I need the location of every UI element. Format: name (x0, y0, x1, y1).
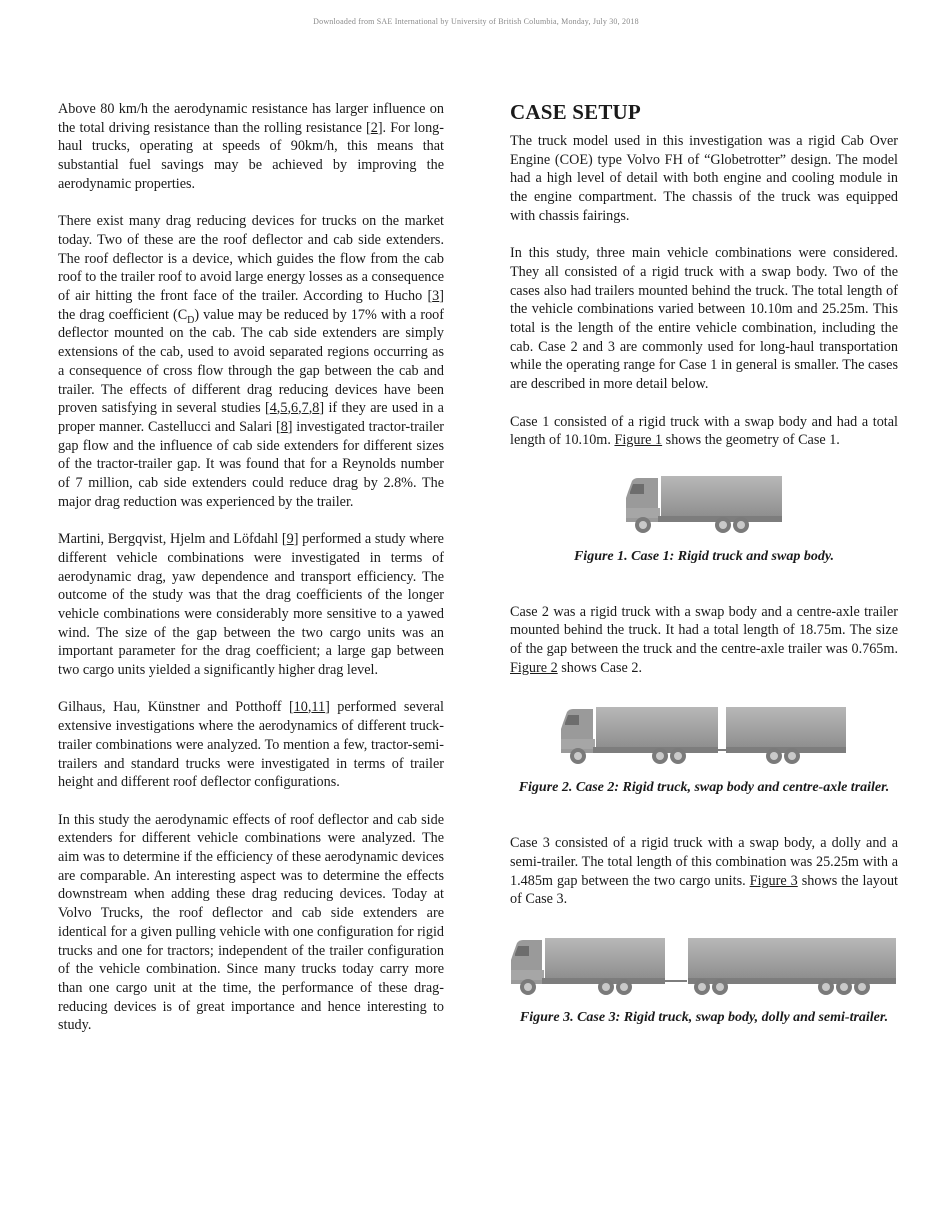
right-column (510, 99, 898, 1046)
paragraph-case-2: Case 2 was a rigid truck with a swap body and a centre-axle trailer mounted behind the truck. It had a total length of 18.75m. The size of the gap between the truck and the centre-axle trailer was 0.765m. Figure 2 shows Case 2. (510, 603, 898, 676)
citation-link[interactable]: 8 (280, 418, 288, 435)
paragraph-truck-model: The truck model used in this investigation was a rigid Cab Over Engine (COE) type Volvo FH of “Globetrotter” design. The model had a high level of detail with both engine and cooling module in the engine compartment. The chassis of the truck was equipped with chassis fairings. (510, 133, 898, 224)
figure-3 (510, 935, 898, 999)
truck-case-3-image (510, 935, 898, 999)
citation-link[interactable]: 2 (370, 119, 378, 136)
figure-1-link[interactable]: Figure 1 (614, 432, 663, 449)
paragraph-gilhaus-study: Gilhaus, Hau, Künstner and Potthoff [10,11] performed several extensive investigations where the aerodynamics of different truck-trailer combinations were analyzed. To mention a few, tractor-semi-trailers and standard trucks were investigated in terms of trailer height and different roof deflector configurations. (58, 699, 444, 791)
paragraph-martini-study: Martini, Bergqvist, Hjelm and Löfdahl [9] performed a study where different vehicle combinations were investigated in terms of aerodynamic drag, yaw dependence and transport efficiency. The outcome of the study was that the drag coefficients of the longer vehicle combinations were considerably more sensitive to a yawed wind. The size of the gap between the two cargo units was an important parameter for the drag coefficient; a large gap between two cargo units yielded a significantly higher drag level. (58, 531, 444, 679)
truck-case-1-image (624, 472, 784, 538)
figure-2-caption: Figure 2. Case 2: Rigid truck, swap body and centre-axle trailer. (518, 780, 890, 796)
figure-2 (510, 703, 898, 769)
citation-link[interactable]: 11 (311, 699, 326, 716)
subscript-d: D (187, 314, 195, 326)
paragraph-case-1: Case 1 consisted of a rigid truck with a swap body and had a total length of 10.10m. Figure 1 shows the geometry of Case 1. (510, 413, 898, 449)
paragraph-case-3: Case 3 consisted of a rigid truck with a swap body, a dolly and a semi-trailer. The total length of this combination was 25.25m with a 1.485m gap between the two cargo units. Figure 3 shows the layout of Case 3. (510, 835, 898, 908)
paragraph-aero-resistance: Above 80 km/h the aerodynamic resistance has larger influence on the total driving resistance than the rolling resistance [2]. For long-haul trucks, operating at speeds of 90km/h, this means that substantial fuel savings may be achieved by improving the aerodynamic properties. (58, 101, 444, 192)
citation-link[interactable]: 3 (432, 288, 440, 305)
figure-3-link[interactable]: Figure 3 (749, 872, 798, 889)
figure-1-caption: Figure 1. Case 1: Rigid truck and swap body. (573, 548, 835, 564)
citation-link[interactable]: 6 (290, 400, 299, 417)
paragraph-vehicle-combinations: In this study, three main vehicle combinations were considered. They all consisted of a rigid truck with a swap body. Two of the cases also had trailers mounted behind the truck. The total length of the vehicle combinations varied between 10.10m and 25.25m. This total is the length of the entire vehicle combination, including the cab. Case 2 and 3 are commonly used for long-haul transportation while the operating range for Case 1 in general is smaller. The cases are described in more detail below. (510, 245, 898, 393)
citation-link[interactable]: 8 (312, 400, 320, 417)
section-heading: CASE SETUP (510, 100, 641, 124)
download-notice: Downloaded from SAE International by University of British Columbia, Monday, July 30, 2018 (313, 17, 639, 26)
left-column (58, 100, 444, 1054)
citation-link[interactable]: 7 (301, 400, 309, 417)
paragraph-drag-devices: There exist many drag reducing devices for trucks on the market today. Two of these are the roof deflector and cab side extenders. The roof deflector is a device, which guides the flow from the cab roof to the trailer roof to avoid large energy losses as a consequence of air hitting the front face of the trailer. According to Hucho [3] the drag coefficient $(C_D)$ value may be reduced by 17% with a roof deflector mounted on the cab. The cab side extenders are simply extensions of the cab, used to avoid separated regions occurring as a consequence of cross flow through the gap between the cab and trailer. The effects of different drag reducing devices have been proven satisfying in several studies [4,5,6,7,8] if they are used in a proper manner. Castellucci and Salari [8] investigated tractor-trailer gap flow and the influence of cab side extenders for different sizes of the tractor-trailer gap. It was found that for a Reynolds number of 7 million, cab side extenders could reduce drag by 2.8%. The major drag reduction was experienced by the trailer. (58, 213, 444, 510)
citation-link[interactable]: 5 (280, 400, 288, 417)
citation-link[interactable]: 4 (269, 400, 277, 417)
figure-1 (510, 472, 898, 538)
paragraph-study-aim: In this study the aerodynamic effects of roof deflector and cab side extenders for different vehicle combinations were analyzed. The aim was to determine if the efficiency of these aerodynamic devices are comparable. An interesting aspect was to determine the effects downstream when adding these drag reducing devices. Today at Volvo Trucks, the roof deflector and cab side extenders are identical for a given pulling vehicle with one configuration for rigid trucks and one for tractors; independent of the trailer configuration of the vehicle combination. Since many trucks today carry more than one cargo unit at the time, the performance of these drag-reducing devices is of great importance and hence interesting to study. (58, 811, 444, 1034)
figure-3-caption: Figure 3. Case 3: Rigid truck, swap body, dolly and semi-trailer. (519, 1009, 889, 1025)
figure-2-link[interactable]: Figure 2 (510, 659, 558, 676)
truck-case-2-image (559, 703, 849, 769)
citation-link[interactable]: 9 (286, 531, 294, 548)
citation-link[interactable]: 10 (293, 699, 308, 716)
